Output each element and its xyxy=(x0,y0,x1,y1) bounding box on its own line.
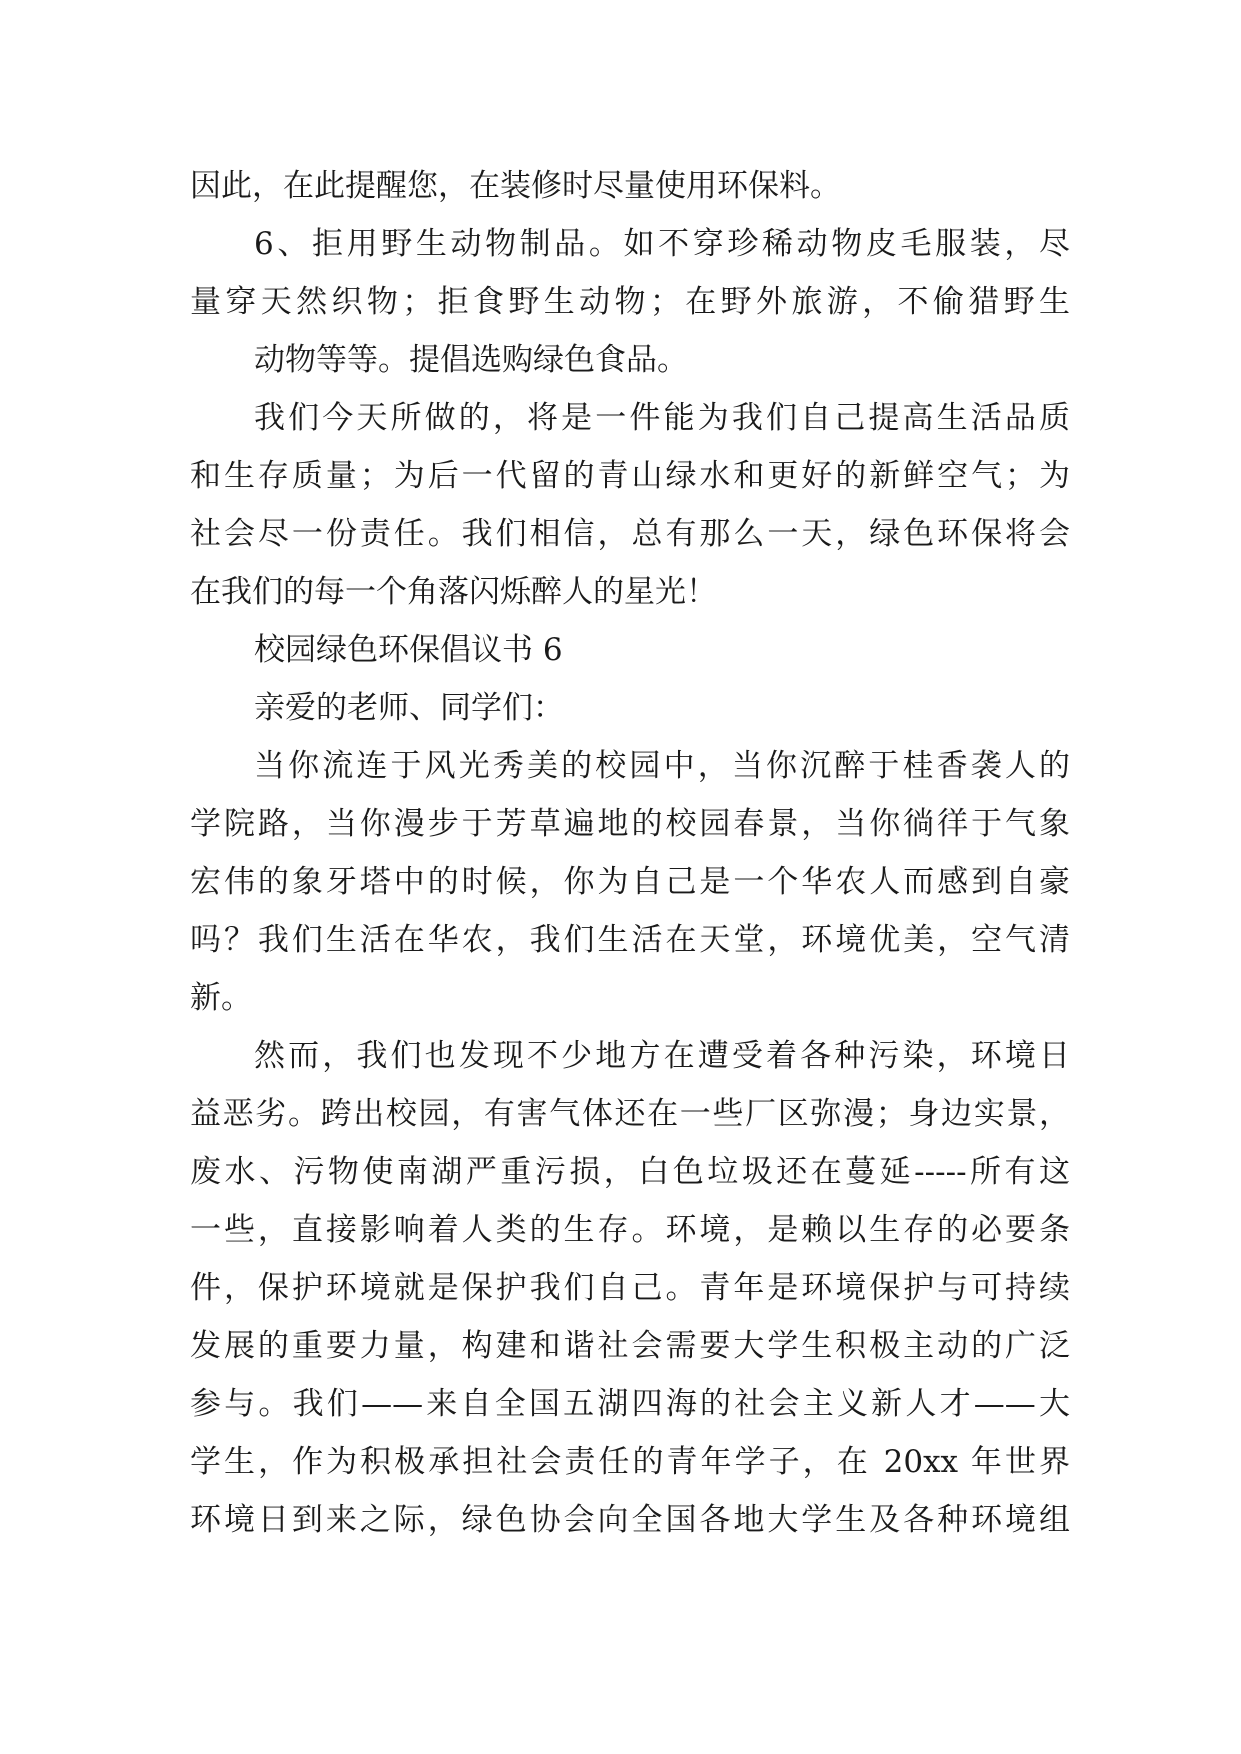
salutation: 亲爱的老师、同学们： xyxy=(254,690,564,726)
text-line: 6、拒用野生动物制品。如不穿珍稀动物皮毛服装，尽 xyxy=(254,226,1070,262)
text-line: 量穿天然织物；拒食野生动物；在野外旅游，不偷猎野生 xyxy=(190,284,1070,320)
text-line: 和生存质量；为后一代留的青山绿水和更好的新鲜空气；为 xyxy=(190,458,1070,494)
text-line: 宏伟的象牙塔中的时候，你为自己是一个华农人而感到自豪 xyxy=(190,864,1070,900)
text-line: 废水、污物使南湖严重污损，白色垃圾还在蔓延-----所有这 xyxy=(190,1154,1070,1190)
section-heading: 校园绿色环保倡议书 6 xyxy=(254,632,563,668)
text-line: 学生，作为积极承担社会责任的青年学子，在 20xx 年世界 xyxy=(190,1444,1070,1480)
text-line: 因此，在此提醒您，在装修时尽量使用环保料。 xyxy=(190,168,841,204)
text-line: 当你流连于风光秀美的校园中，当你沉醉于桂香袭人的 xyxy=(254,748,1070,784)
text-line: 我们今天所做的，将是一件能为我们自己提高生活品质 xyxy=(254,400,1070,436)
text-line: 新。 xyxy=(190,980,252,1016)
text-line: 一些，直接影响着人类的生存。环境，是赖以生存的必要条 xyxy=(190,1212,1070,1248)
text-line: 吗？我们生活在华农，我们生活在天堂，环境优美，空气清 xyxy=(190,922,1070,958)
text-line: 然而，我们也发现不少地方在遭受着各种污染，环境日 xyxy=(254,1038,1070,1074)
text-line: 社会尽一份责任。我们相信，总有那么一天，绿色环保将会 xyxy=(190,516,1070,552)
text-line: 参与。我们——来自全国五湖四海的社会主义新人才——大 xyxy=(190,1386,1070,1422)
text-line: 学院路，当你漫步于芳草遍地的校园春景，当你徜徉于气象 xyxy=(190,806,1070,842)
text-line: 益恶劣。跨出校园，有害气体还在一些厂区弥漫；身边实景， xyxy=(190,1096,1070,1132)
text-line: 件，保护环境就是保护我们自己。青年是环境保护与可持续 xyxy=(190,1270,1070,1306)
text-line: 环境日到来之际，绿色协会向全国各地大学生及各种环境组 xyxy=(190,1502,1070,1538)
text-line: 在我们的每一个角落闪烁醉人的星光！ xyxy=(190,574,717,610)
text-line: 动物等等。提倡选购绿色食品。 xyxy=(254,342,688,378)
text-line: 发展的重要力量，构建和谐社会需要大学生积极主动的广泛 xyxy=(190,1328,1070,1364)
